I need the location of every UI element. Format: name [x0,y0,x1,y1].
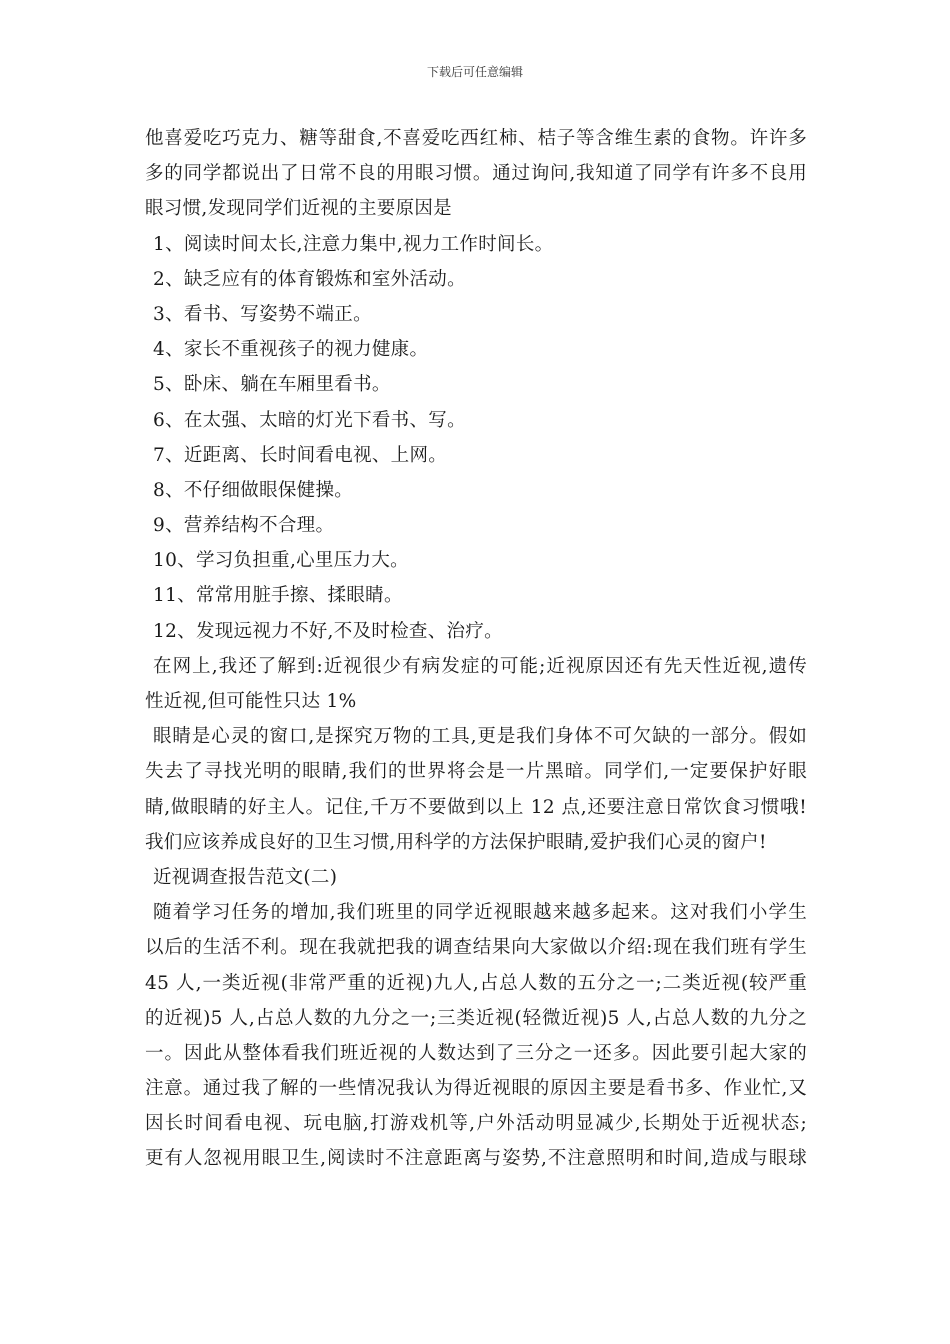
section-heading: 近视调查报告范文(二) [153,866,338,888]
paragraph-line: 失去了寻找光明的眼睛,我们的世界将会是一片黑暗。同学们,一定要保护好眼 [145,761,807,783]
list-item: 4、家长不重视孩子的视力健康。 [153,339,429,361]
paragraph-line: 眼睛是心灵的窗口,是探究万物的工具,更是我们身体不可欠缺的一部分。假如 [153,726,807,748]
paragraph-line: 因长时间看电视、玩电脑,打游戏机等,户外活动明显减少,长期处于近视状态; [145,1113,807,1135]
paragraph-line: 45 人,一类近视(非常严重的近视)九人,占总人数的五分之一;二类近视(较严重 [145,972,807,994]
list-item: 1、阅读时间太长,注意力集中,视力工作时间长。 [153,233,554,255]
paragraph-line: 以后的生活不利。现在我就把我的调查结果向大家做以介绍:现在我们班有学生 [145,937,807,959]
paragraph-line: 在网上,我还了解到:近视很少有病发症的可能;近视原因还有先天性近视,遗传 [153,655,807,677]
paragraph-line: 眼习惯,发现同学们近视的主要原因是 [145,198,452,220]
list-item: 12、发现远视力不好,不及时检查、治疗。 [153,620,503,642]
list-item: 10、学习负担重,心里压力大。 [153,550,409,572]
paragraph-line: 性近视,但可能性只达 1% [145,691,357,712]
list-item: 11、常常用脏手擦、揉眼睛。 [153,585,403,607]
paragraph-line: 一。因此从整体看我们班近视的人数达到了三分之一还多。因此要引起大家的 [145,1042,807,1064]
paragraph-line: 我们应该养成良好的卫生习惯,用科学的方法保护眼睛,爱护我们心灵的窗户! [145,831,767,853]
list-item: 2、缺乏应有的体育锻炼和室外活动。 [153,268,466,290]
list-item: 3、看书、写姿势不端正。 [153,303,372,325]
paragraph-line: 睛,做眼睛的好主人。记住,千万不要做到以上 12 点,还要注意日常饮食习惯哦! [145,796,807,818]
list-item: 8、不仔细做眼保健操。 [153,479,354,501]
paragraph-line: 的近视)5 人,占总人数的九分之一;三类近视(轻微近视)5 人,占总人数的九分之 [145,1007,807,1029]
list-item: 5、卧床、躺在车厢里看书。 [153,374,391,396]
list-item: 9、营养结构不合理。 [153,515,335,537]
list-item: 7、近距离、长时间看电视、上网。 [153,444,448,466]
paragraph-line: 多的同学都说出了日常不良的用眼习惯。通过询问,我知道了同学有许多不良用 [145,163,807,185]
list-item: 6、在太强、太暗的灯光下看书、写。 [153,409,466,431]
paragraph-line: 他喜爱吃巧克力、糖等甜食,不喜爱吃西红柿、桔子等含维生素的食物。许许多 [145,128,807,149]
paragraph-line: 注意。通过我了解的一些情况我认为得近视眼的原因主要是看书多、作业忙,又 [145,1078,807,1100]
paragraph-line: 更有人忽视用眼卫生,阅读时不注意距离与姿势,不注意照明和时间,造成与眼球 [145,1148,807,1170]
document-body [145,121,807,1177]
paragraph-line: 随着学习任务的增加,我们班里的同学近视眼越来越多起来。这对我们小学生 [153,902,807,924]
page-header: 下载后可任意编辑 [426,65,523,79]
